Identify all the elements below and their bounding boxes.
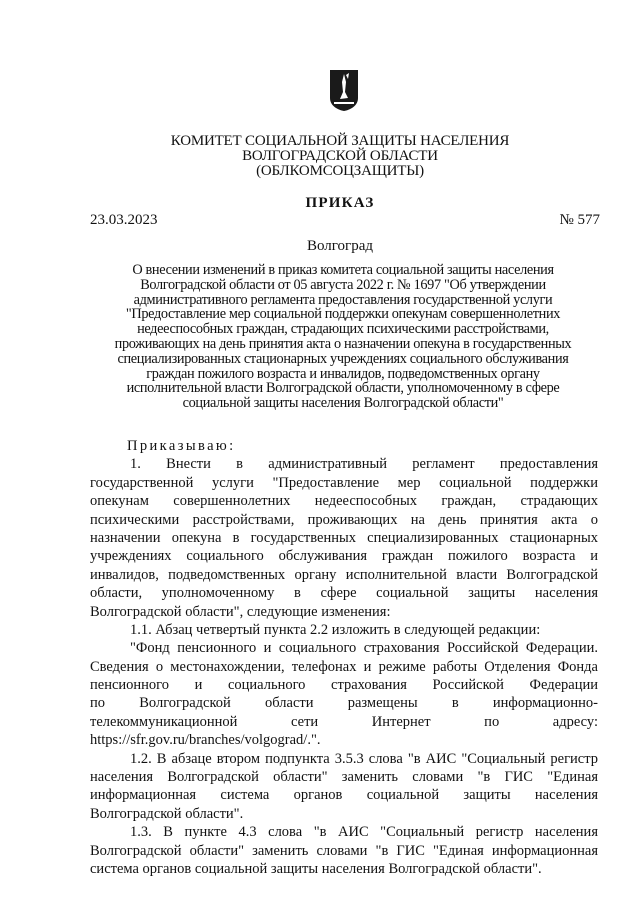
volgograd-emblem-icon [328,68,360,112]
body-line: учреждениях социального обслуживания граждан пожилого возраста и [90,548,598,565]
body-line: Волгоградской области". [90,805,244,822]
body-line: назначении опекуна в государственных специализированных стационарных [90,529,598,546]
body-line: Волгоградской области", следующие изменения: [90,603,391,620]
body-line: "Фонд пенсионного и социального страхования Российской Федерации. [130,640,598,657]
body-line: https://sfr.gov.ru/branches/volgograd/.". [90,732,321,749]
subject-line: административного регламента предоставления государственной услуги [133,291,553,308]
body-line: 1.3. В пункте 4.3 слова "в АИС "Социальный регистр населения [130,824,598,841]
subject-line: специализированных стационарных учреждениях социального обслуживания [117,350,569,367]
organization-name [90,134,590,179]
body-line: система органов социальной защиты населения Волгоградской области". [90,860,542,877]
org-line-1: КОМИТЕТ СОЦИАЛЬНОЙ ЗАЩИТЫ НАСЕЛЕНИЯ [170,133,510,149]
subject-line: проживающих на день принятия акта о назначении опекуна в государственных [114,335,572,352]
body-line: 1.2. В абзаце втором подпункта 3.5.3 слова "в АИС "Социальный регистр [130,750,598,767]
subject-line: исполнительной власти Волгоградской области, уполномоченному в сфере [126,380,560,397]
subject-line: Волгоградской области от 05 августа 2022 г. № 1697 "Об утверждении [140,276,546,293]
order-verb: Приказываю: [127,438,236,454]
org-line-3: (ОБЛКОМСОЦЗАЩИТЫ) [256,163,424,179]
body-line: Сведения о местонахождении, телефонах и режиме работы Отделения Фонда [90,658,598,675]
body-line: пенсионного и социального страхования Российской Федерации [90,677,598,694]
document-body [90,437,598,878]
body-line: населения Волгоградской области" заменить словами "в ГИС "Единая [90,769,598,786]
body-line: 1.1. Абзац четвертый пункта 2.2 изложить в следующей редакции: [130,621,541,638]
subject-line: "Предоставление мер социальной поддержки опекунам совершеннолетних [125,306,561,323]
body-line: информационная система органов социальной защиты населения [90,787,598,804]
org-line-2: ВОЛГОГРАДСКОЙ ОБЛАСТИ [242,148,438,164]
document-date: 23.03.2023 [90,212,158,228]
body-line: психическими расстройствами, проживающих на день принятия акта о [90,511,598,528]
document-subject [88,263,598,411]
subject-line: социальной защиты населения Волгоградской области" [182,395,504,412]
body-line: области, уполномоченному в сфере социальной защиты населения [90,585,598,602]
body-line: инвалидов, подведомственных органу исполнительной власти Волгоградской [90,566,598,583]
body-line: государственной услуги "Предоставление мер социальной поддержки [90,474,598,491]
document-type: ПРИКАЗ [305,195,375,211]
subject-line: О внесении изменений в приказ комитета социальной защиты населения [132,262,554,278]
body-line: телекоммуникационной сети Интернет по адресу: [90,713,598,730]
subject-line: недееспособных граждан, страдающих психическими расстройствами, [137,321,549,338]
body-line: по Волгоградской области размещены в информационно- [90,695,598,712]
document-number: № 577 [559,212,600,228]
body-line: 1. Внести в административный регламент предоставления [130,456,598,473]
document-city: Волгоград [306,238,373,254]
subject-line: граждан пожилого возраста и инвалидов, подведомственных органу [146,365,540,382]
body-line: Волгоградской области" заменить словами "в ГИС "Единая информационная [90,842,598,859]
body-line: опекунам совершеннолетних недееспособных граждан, страдающих [90,493,598,510]
